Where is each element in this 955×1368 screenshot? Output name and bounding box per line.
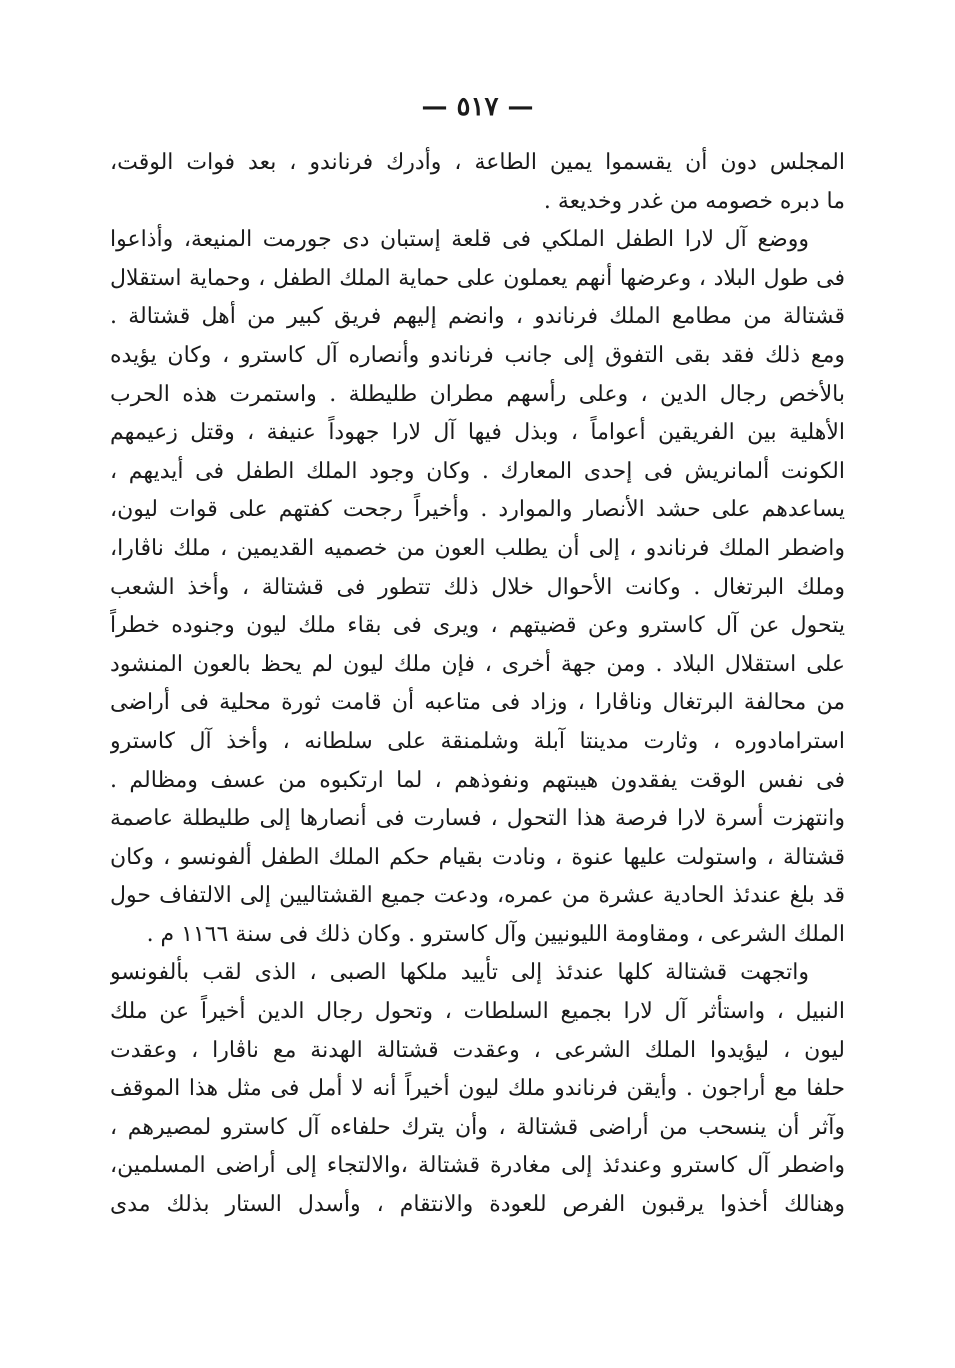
text-line: على استقلال البلاد . ومن جهة أخرى ، فإن ملك ليون لم يحظ بالعون المنشود [110, 651, 845, 677]
text-line: يتحول عن آل كاسترو وعن قضيتهم ، ويرى فى بقاء ملك ليون وجنوده خطراً [110, 613, 845, 639]
text-line: حلفا مع أراجون . وأيقن فرناندو ملك ليون أخيراً أنه لا أمل فى مثل هذا الموقف [110, 1076, 845, 1102]
text-line: ليون ، ليؤيدوا الملك الشرعى ، وعقدت قشتالة الهدنة مع ناڤارا ، وعقدت [110, 1037, 845, 1063]
text-line: وهنالك أخذوا يرقبون الفرص للعودة والانتقام ، وأسدل الستار بذلك مدى [110, 1192, 845, 1218]
text-line: قشتالة من مطامع الملك فرناندو ، وانضم إليهم فريق كبير من أهل قشتالة . [110, 304, 845, 330]
paragraph [110, 954, 845, 1224]
text-line: يساعدهم على حشد الأنصار والموارد . وأخيراً رجحت كفتهم على قوات ليون، [110, 497, 845, 523]
text-line: واتجهت قشتالة كلها عندئذ إلى تأييد ملكها الصبى ، الذى لقب بألفونسو [110, 960, 809, 986]
text-line: واضطر الملك فرناندو ، إلى أن يطلب العون من خصميه القديمين ، ملك ناڤارا، [110, 535, 845, 561]
text-line: قشتالة ، واستولت عليها عنوة ، ونادت بقيام حكم الملك الطفل ألفونسو ، وكان [110, 844, 845, 870]
text-line: وآثر أن ينسحب من أراضى قشتالة ، وأن يترك حلفاءه آل كاسترو لمصيرهم ، [110, 1114, 845, 1140]
text-line: وملك البرتغال . وكانت الأحوال خلال ذلك تتطور فى قشتالة ، وأخذ الشعب [110, 574, 845, 600]
text-line: فى نفس الوقت يفقدون هيبتهم ونفوذهم ، لما ارتكبوه من عسف ومظالم . [110, 767, 845, 793]
paragraph [110, 221, 845, 954]
text-line: ومع ذلك فقد بقى التفوق إلى جانب فرناندو وأنصاره آل كاسترو ، وكان يؤيده [110, 342, 845, 368]
page-number: — ٥١٧ — [421, 92, 534, 122]
text-line: بالأخص رجال الدين ، وعلى رأسهم مطران طليطلة . واستمرت هذه الحرب [110, 381, 845, 407]
text-line: المجلس دون أن يقسموا يمين الطاعة ، وأدرك فرناندو ، بعد فوات الوقت، [110, 150, 845, 175]
text-line: ووضع آل لارا الطفل الملكي فى قلعة إستبان دى جورمت المنيعة، وأذاعوا [110, 227, 809, 253]
text-line: فى طول البلاد ، وعرضها أنهم يعملون على حماية الملك الطفل ، وحماية استقلال [110, 265, 845, 291]
text-line: الملك الشرعى ، ومقاومة الليونيين وآل كاسترو . وكان ذلك فى سنة ١١٦٦ م . [146, 921, 845, 947]
text-line: وانتهزت أسرة لارا فرصة هذا التحول ، فسارت فى أنصارها إلى طليطلة عاصمة [110, 806, 845, 832]
text-line: استرامادوره ، وثارت مدينتا آبلة وشلمنقة على سلطانه ، وأخذ آل كاسترو [110, 728, 845, 754]
text-line: واضطر آل كاسترو وعندئذ إلى مغادرة قشتالة ،والالتجاء إلى أراضى المسلمين، [110, 1153, 845, 1179]
text-line: قد بلغ عندئذ الحادية عشرة من عمره، ودعت جميع القشتاليين إلى الالتفاف حول [110, 883, 845, 909]
text-line: ما دبره خصومه من غدر وخديعة . [543, 188, 845, 214]
text-line: الكونت ألمانريش فى إحدى المعارك . وكان وجود الملك الطفل فى أيديهم ، [110, 458, 845, 484]
body-text [110, 144, 845, 1225]
text-line: النبيل ، واستأثر آل لارا بجميع السلطات ، وتحول رجال الدين أخيراً عن ملك [110, 999, 845, 1025]
text-line: من محالفة البرتغال وناڤارا ، وزاد فى متاعبه أن قامت ثورة محلية فى أراضى [110, 690, 845, 716]
paragraph [110, 144, 845, 221]
text-line: الأهلية بين الفريقين أعواماً ، وبذل فيها آل لارا جهوداً عنيفة ، وقتل زعيمهم [110, 420, 845, 446]
